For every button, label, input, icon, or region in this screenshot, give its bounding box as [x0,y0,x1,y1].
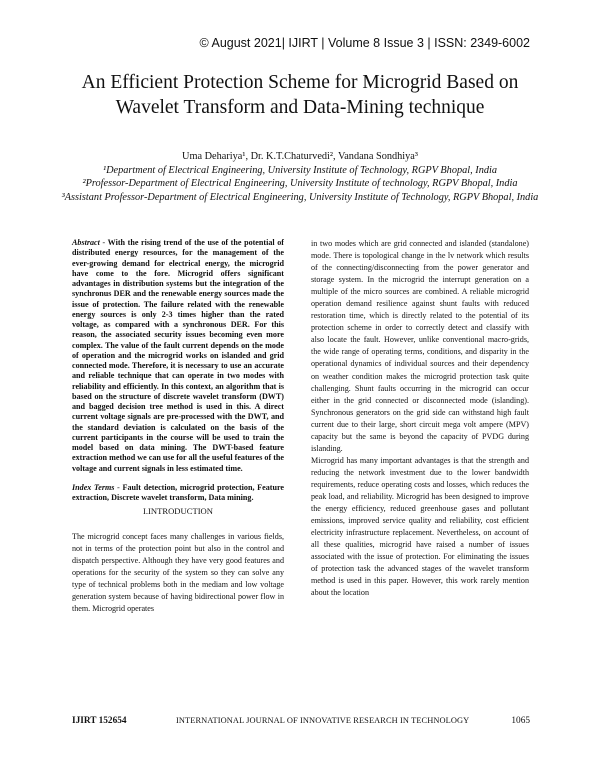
paper-title [40,70,560,120]
intro-paragraph-3: Microgrid has many important advantages is that the strength and reducing the network investment due to the lower bandwidth requirements, reduce operating costs and losses, which reduces the peak load, and reliability. Microgrid has been designed to improve the energy efficiency, reduced greenhouse gases and pollutant emissions, improved service quality and reliability, cost efficient electricity infrastructure replacement. Nevertheless, on account of all these qualities, microgrid have raised a number of issues associated with the issue of protection. For eliminating the issues of protection task the advanced stages of the wavelet transform method is used in this paper. However, this work rarely mention about the location [311,455,529,598]
affiliation-2: ²Professor-Department of Electrical Engineering, University Institute of technology, RGPV Bhopal, India [82,178,518,189]
intro-paragraph-1: The microgrid concept faces many challenges in various fields, not in terms of the protection point but also in the control and dispatch perspective. Although they have very good features and operations for the security of the system so they can solve any type of technical problems both in the mediam and low voltage generation system because of having bidirectional power flow in them. Microgrid operates [72,531,284,614]
index-terms [72,483,284,504]
footer-paper-id: IJIRT 152654 [72,716,127,726]
page-footer [72,716,530,730]
right-column [311,238,529,599]
section-title: I.INTRODUCTION [143,506,213,517]
index-terms-text: Fault detection, microgrid protection, Feature extraction, Discrete wavelet transform, Data mining. [72,482,284,502]
footer-journal-name: INTERNATIONAL JOURNAL OF INNOVATIVE RESEARCH IN TECHNOLOGY [176,716,470,725]
abstract [72,238,284,474]
index-terms-label: Index Terms - [72,482,120,492]
affiliation-1: ¹Department of Electrical Engineering, University Institute of Technology, RGPV Bhopal, India [102,164,498,176]
author-block [40,150,560,204]
intro-paragraph-2: in two modes which are grid connected and islanded (standalone) mode. There is topological change in the lv network which results of the connecting/disconnecting from the power generator and storage system. In the microgrid the interrupt generation on a multiple of the micro sources are combined. A reliable microgrid operation demand resilience against shunt faults with reduced restoration time, which is directly related to the potential of its protection scheme in order to correctly detect and classify with also locate the fault. However, unlike conventional macro-grids, the wide range of operating terms, conditions, and disparity in the operational dynamics of individual sources and their dependency on weather condition makes the microgrid protection task quite challenging. Shunt faults occurring in the microgrid can occur either in the grid connected or disconnected mode (islanding). Synchronous generators on the grid side can withstand high fault current due to their large, short circuit mega volt ampere (MPV) capacity but the same is beyond the capacity of PVDG during islanding. [311,239,529,453]
author-names: Uma Dehariya¹, Dr. K.T.Chaturvedi², Vandana Sondhiya³ [182,151,418,162]
abstract-label: Abstract - [72,238,106,247]
page-number: 1065 [511,716,530,726]
journal-header: © August 2021| IJIRT | Volume 8 Issue 3 | ISSN: 2349-6002 [199,36,530,50]
title-line-2: Wavelet Transform and Data-Mining technique [115,97,485,118]
abstract-text: With the rising trend of the use of the potential of distributed energy resources, for the management of the ever-growing demand for electrical energy, the microgrid have come to the fore. Microgrid offers significant advantages in distribution systems but the integration of the synchronus DER and the renewable energy sources made the issue of protection. The failure related with the renewable energy sources is only 2-3 times higher than the rated voltage, as compared with a synchronous DER. For this reason, the associated security issues becoming even more complex. The value of the fault current depends on the mode of operation and the microgrid works on islanded and grid connected mode. Therefore, it is necessary to use an accurate and reliable technique that can operate in two modes with reliability and efficiently. In this context, an algorithm that is based on the structure of discrete wavelet transform (DWT) and bagged decision tree method is used in this. A direct current voltage signals are pre-processed with the DWT, and the standard deviation is calculated on the basis of the current participants in the course will be used to train the model based on data mining. The DWT-based feature extraction method we can use for all the useful features of the voltage and current signals in less estimated time. [72,238,284,473]
affiliation-3: ³Assistant Professor-Department of Electrical Engineering, University Institute of Technology, RGPV Bhopal, India [61,191,539,203]
left-column [72,238,284,615]
title-line-1: An Efficient Protection Scheme for Microgrid Based on [81,72,519,93]
